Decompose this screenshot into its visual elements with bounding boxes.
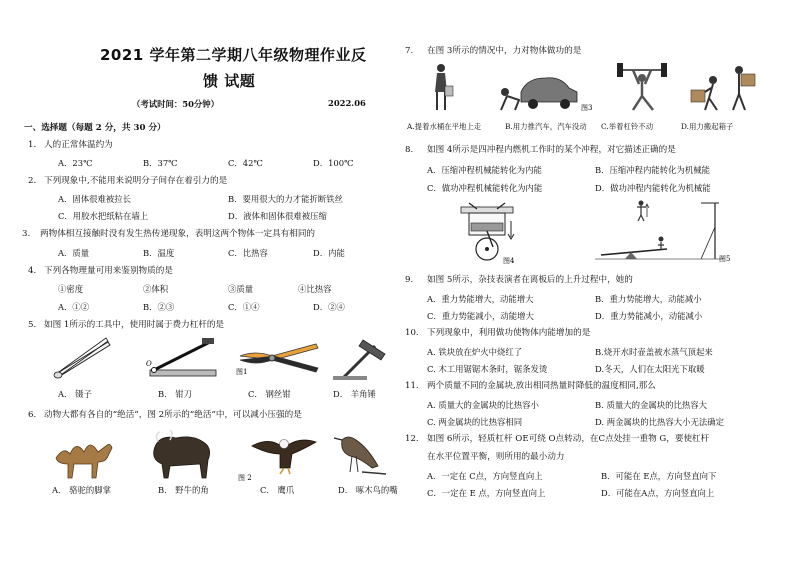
question-stem: 动物大都有各自的“绝活”，图 2所示的“绝活”中，可以减小压强的是	[44, 410, 302, 420]
option-d: D.用力搬起箱子	[681, 122, 734, 131]
person-carrying-bucket-icon	[435, 64, 453, 110]
figure-3-work	[425, 62, 775, 114]
option-d: D．液体和固体很难被压缩	[228, 211, 327, 221]
question-number: 6.	[28, 410, 37, 420]
svg-text:图4: 图4	[503, 257, 515, 265]
pushing-car-icon	[501, 78, 592, 112]
tweezers-icon	[54, 338, 110, 378]
option-c: C．重力势能减小，动能增大	[427, 311, 534, 321]
section-heading: 一、选择题（每题 2 分，共 30 分）	[24, 123, 166, 133]
figure-2-animals	[50, 428, 395, 482]
option-c: C．①④	[228, 302, 260, 312]
eagle-icon	[252, 440, 316, 475]
question-number: 9.	[405, 275, 414, 285]
item-4: ④比热容	[298, 284, 332, 294]
weightlifter-icon	[617, 63, 667, 110]
option-a: A．压缩冲程机械能转化为内能	[427, 165, 542, 175]
option-d: D．重力势能减小，动能减小	[595, 311, 703, 321]
option-c: C．用胶水把纸粘在墙上	[58, 211, 149, 221]
camel-icon	[56, 444, 112, 478]
option-d: D． 啄木鸟的嘴	[338, 485, 398, 495]
option-b: B.烧开水时壶盖被水蒸气顶起来	[595, 347, 713, 357]
lifting-box-icon	[691, 66, 755, 110]
option-a: A．固体很难被拉长	[58, 194, 132, 204]
option-d: D．内能	[313, 248, 345, 258]
option-d: D． 羊角锤	[333, 389, 376, 399]
acrobat-seesaw-icon	[595, 201, 730, 264]
option-b: B．温度	[143, 248, 175, 258]
claw-hammer-icon	[333, 340, 385, 380]
question-number: 8.	[405, 145, 414, 155]
left-column	[22, 0, 398, 561]
option-c: C． 钢丝钳	[248, 389, 291, 399]
option-b: B. 质量大的金属块的比热容大	[595, 400, 707, 410]
svg-text:图 2: 图 2	[238, 474, 252, 482]
item-3: ③质量	[228, 284, 254, 294]
option-d: D．可能在A点，方向竖直向上	[601, 488, 715, 498]
question-stem: 如图 1所示的工具中，使用时属于费力杠杆的是	[44, 320, 225, 330]
question-number: 1.	[28, 140, 37, 150]
option-a: A． 骆驼的脚掌	[52, 485, 111, 495]
option-a: A．质量	[58, 248, 90, 258]
question-number: 11.	[405, 381, 419, 391]
question-stem: 如图 6所示，轻质杠杆 OE可绕 O点转动，在C点处挂一重物 G，要使杠杆	[427, 434, 710, 444]
option-a: A. 铁块放在炉火中烧红了	[427, 347, 523, 357]
option-c: C． 鹰爪	[260, 485, 295, 495]
question-number: 3.	[22, 229, 31, 239]
question-number: 10.	[405, 328, 419, 338]
option-a: A．一定在 C点，方向竖直向上	[427, 471, 543, 481]
option-a: A． 镊子	[58, 389, 92, 399]
option-a: A．23℃	[58, 158, 93, 168]
option-a: A.提着水桶在平地上走	[407, 122, 482, 131]
exam-title-line1: 2021 学年第二学期八年级物理作业反	[100, 46, 367, 64]
question-stem: 如图 5所示，杂技表演者在离板后的上升过程中，她的	[427, 275, 633, 285]
item-2: ②体积	[143, 284, 169, 294]
option-b: B． 钳刀	[158, 389, 192, 399]
svg-text:图5: 图5	[719, 255, 731, 263]
option-c: C．42℃	[228, 158, 263, 168]
option-d: D．100℃	[313, 158, 354, 168]
svg-text:图3: 图3	[581, 104, 593, 112]
option-c: C．一定在 E 点，方向竖直向上	[427, 488, 546, 498]
option-d: D.冬天，人们在太阳光下取暖	[595, 364, 705, 374]
option-b: B．②③	[143, 302, 175, 312]
option-d: D. 两金属块的比热容大小无法确定	[595, 417, 724, 427]
option-a: A．①②	[58, 302, 90, 312]
option-c: C. 木工用锯锯木条时，锯条发烫	[427, 364, 548, 374]
question-number: 5.	[28, 320, 37, 330]
question-stem: 两物体相互接触时没有发生热传递现象，表明这两个物体一定具有相同的	[40, 229, 316, 239]
engine-cylinder-icon	[461, 203, 515, 265]
exam-time: （考试时间：50分钟）	[132, 99, 220, 109]
question-stem: 两个质量不同的金属块,放出相同热量时降低的温度相同,那么	[427, 381, 656, 391]
option-a: A．重力势能增大，动能增大	[427, 294, 534, 304]
option-c: C.举着杠铃不动	[601, 122, 654, 131]
question-number: 12.	[405, 434, 419, 444]
option-b: B．重力势能增大，动能减小	[595, 294, 702, 304]
question-number: 7.	[405, 46, 414, 56]
figure-4-5	[455, 197, 755, 265]
question-stem: 如图 4所示是四冲程内燃机工作时的某个冲程，对它描述正确的是	[427, 145, 676, 155]
option-b: B.用力推汽车，汽车没动	[505, 122, 587, 131]
option-b: B．37℃	[143, 158, 178, 168]
bison-icon	[154, 430, 210, 478]
svg-text:O: O	[146, 360, 152, 368]
option-c: C. 两金属块的比热容相同	[427, 417, 523, 427]
option-b: B．可能在 E点，方向竖直向下	[601, 471, 717, 481]
option-d: D．②④	[313, 302, 345, 312]
question-stem: 下列各物理量可用来鉴别物质的是	[44, 266, 173, 276]
item-1: ①密度	[58, 284, 84, 294]
question-stem: 在图 3所示的情况中，力对物体做功的是	[427, 46, 582, 56]
option-b: B． 野牛的角	[158, 485, 209, 495]
option-b: B．要用很大的力才能折断铁丝	[228, 194, 344, 204]
right-column	[405, 0, 777, 561]
exam-title-line2: 馈 试题	[203, 72, 256, 90]
option-d: D．做功冲程内能转化为机械能	[595, 183, 711, 193]
svg-text:图1: 图1	[236, 368, 248, 376]
pliers-icon	[236, 344, 318, 376]
question-stem: 下列现象中,不能用来说明分子间存在着引力的是	[44, 176, 228, 186]
question-stem: 人的正常体温约为	[44, 140, 113, 150]
option-a: A. 质量大的金属块的比热容小	[427, 400, 539, 410]
option-c: C．做功冲程机械能转化为内能	[427, 183, 543, 193]
figure-1-tools	[48, 336, 388, 384]
question-stem: 下列现象中，利用做功使物体内能增加的是	[427, 328, 591, 338]
question-stem-line2: 在水平位置平衡，则所用的最小动力	[427, 452, 565, 462]
question-number: 4.	[28, 266, 37, 276]
exam-date: 2022.06	[328, 98, 366, 108]
question-number: 2.	[28, 176, 37, 186]
lever-cutter-icon	[146, 338, 216, 376]
woodpecker-icon	[334, 437, 386, 474]
option-b: B．压缩冲程内能转化为机械能	[595, 165, 711, 175]
option-c: C．比热容	[228, 248, 268, 258]
